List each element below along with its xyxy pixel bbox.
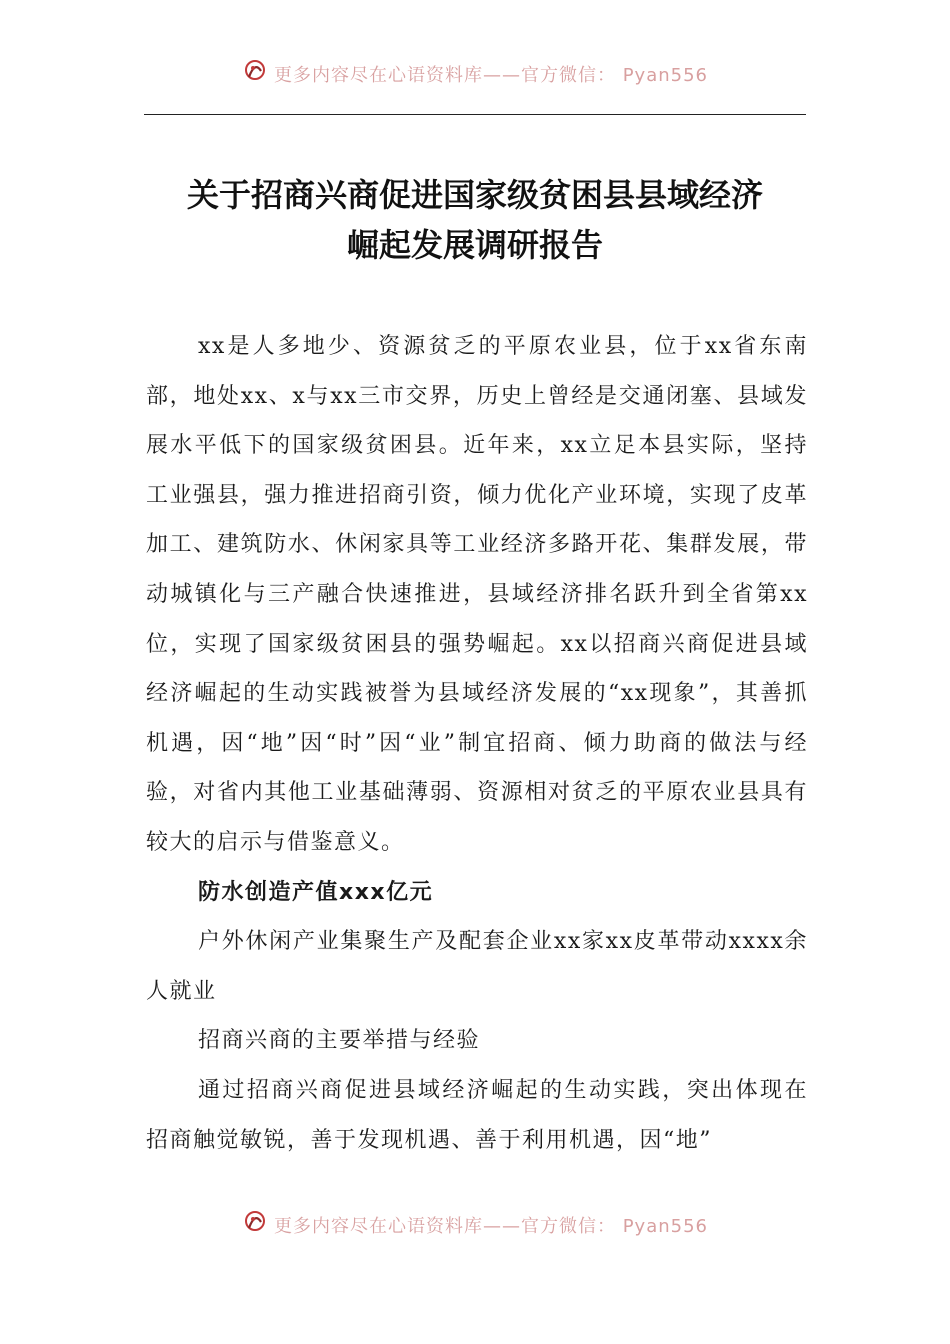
header-divider: [144, 114, 806, 115]
body-heading: 防水创造产值xxx亿元: [198, 879, 434, 905]
document-title: [120, 170, 830, 270]
title-line-1: 关于招商兴商促进国家级贫困县县域经济: [186, 176, 763, 214]
watermark-text: 更多内容尽在心语资料库——官方微信： Pyan556: [273, 65, 709, 86]
section-heading: 招商兴商的主要举措与经验: [198, 1028, 481, 1054]
body-paragraph: 户外休闲产业集聚生产及配套企业xx家xx皮革带动xxxx余人就业: [146, 929, 808, 1004]
watermark-footer: [0, 1203, 950, 1239]
document-body: [146, 322, 808, 1165]
watermark-text: 更多内容尽在心语资料库——官方微信： Pyan556: [273, 1216, 709, 1237]
brand-logo-icon: [242, 57, 268, 83]
body-paragraph: 通过招商兴商促进县域经济崛起的生动实践，突出体现在招商触觉敏锐，善于发现机遇、善于利用机遇，因“地”: [146, 1077, 808, 1153]
watermark-header: [0, 52, 950, 88]
brand-logo-icon: [242, 1208, 268, 1234]
body-paragraph: xx是人多地少、资源贫乏的平原农业县，位于xx省东南部，地处xx、x与xx三市交界，历史上曾经是交通闭塞、县域发展水平低下的国家级贫困县。近年来，xx立足本县实际，坚持工业强县，强力推进招商引资，倾力优化产业环境，实现了皮革加工、建筑防水、休闲家具等工业经济多路开花、集群发展，带动城镇化与三产融合快速推进，县域经济排名跃升到全省第xx位，实现了国家级贫困县的强势崛起。xx以招商兴商促进县域经济崛起的生动实践被誉为县域经济发展的“xx现象”，其善抓机遇，因“地”因“时”因“业”制宜招商、倾力助商的做法与经验，对省内其他工业基础薄弱、资源相对贫乏的平原农业县具有较大的启示与借鉴意义。: [146, 334, 808, 855]
title-line-2: 崛起发展调研报告: [346, 226, 603, 264]
